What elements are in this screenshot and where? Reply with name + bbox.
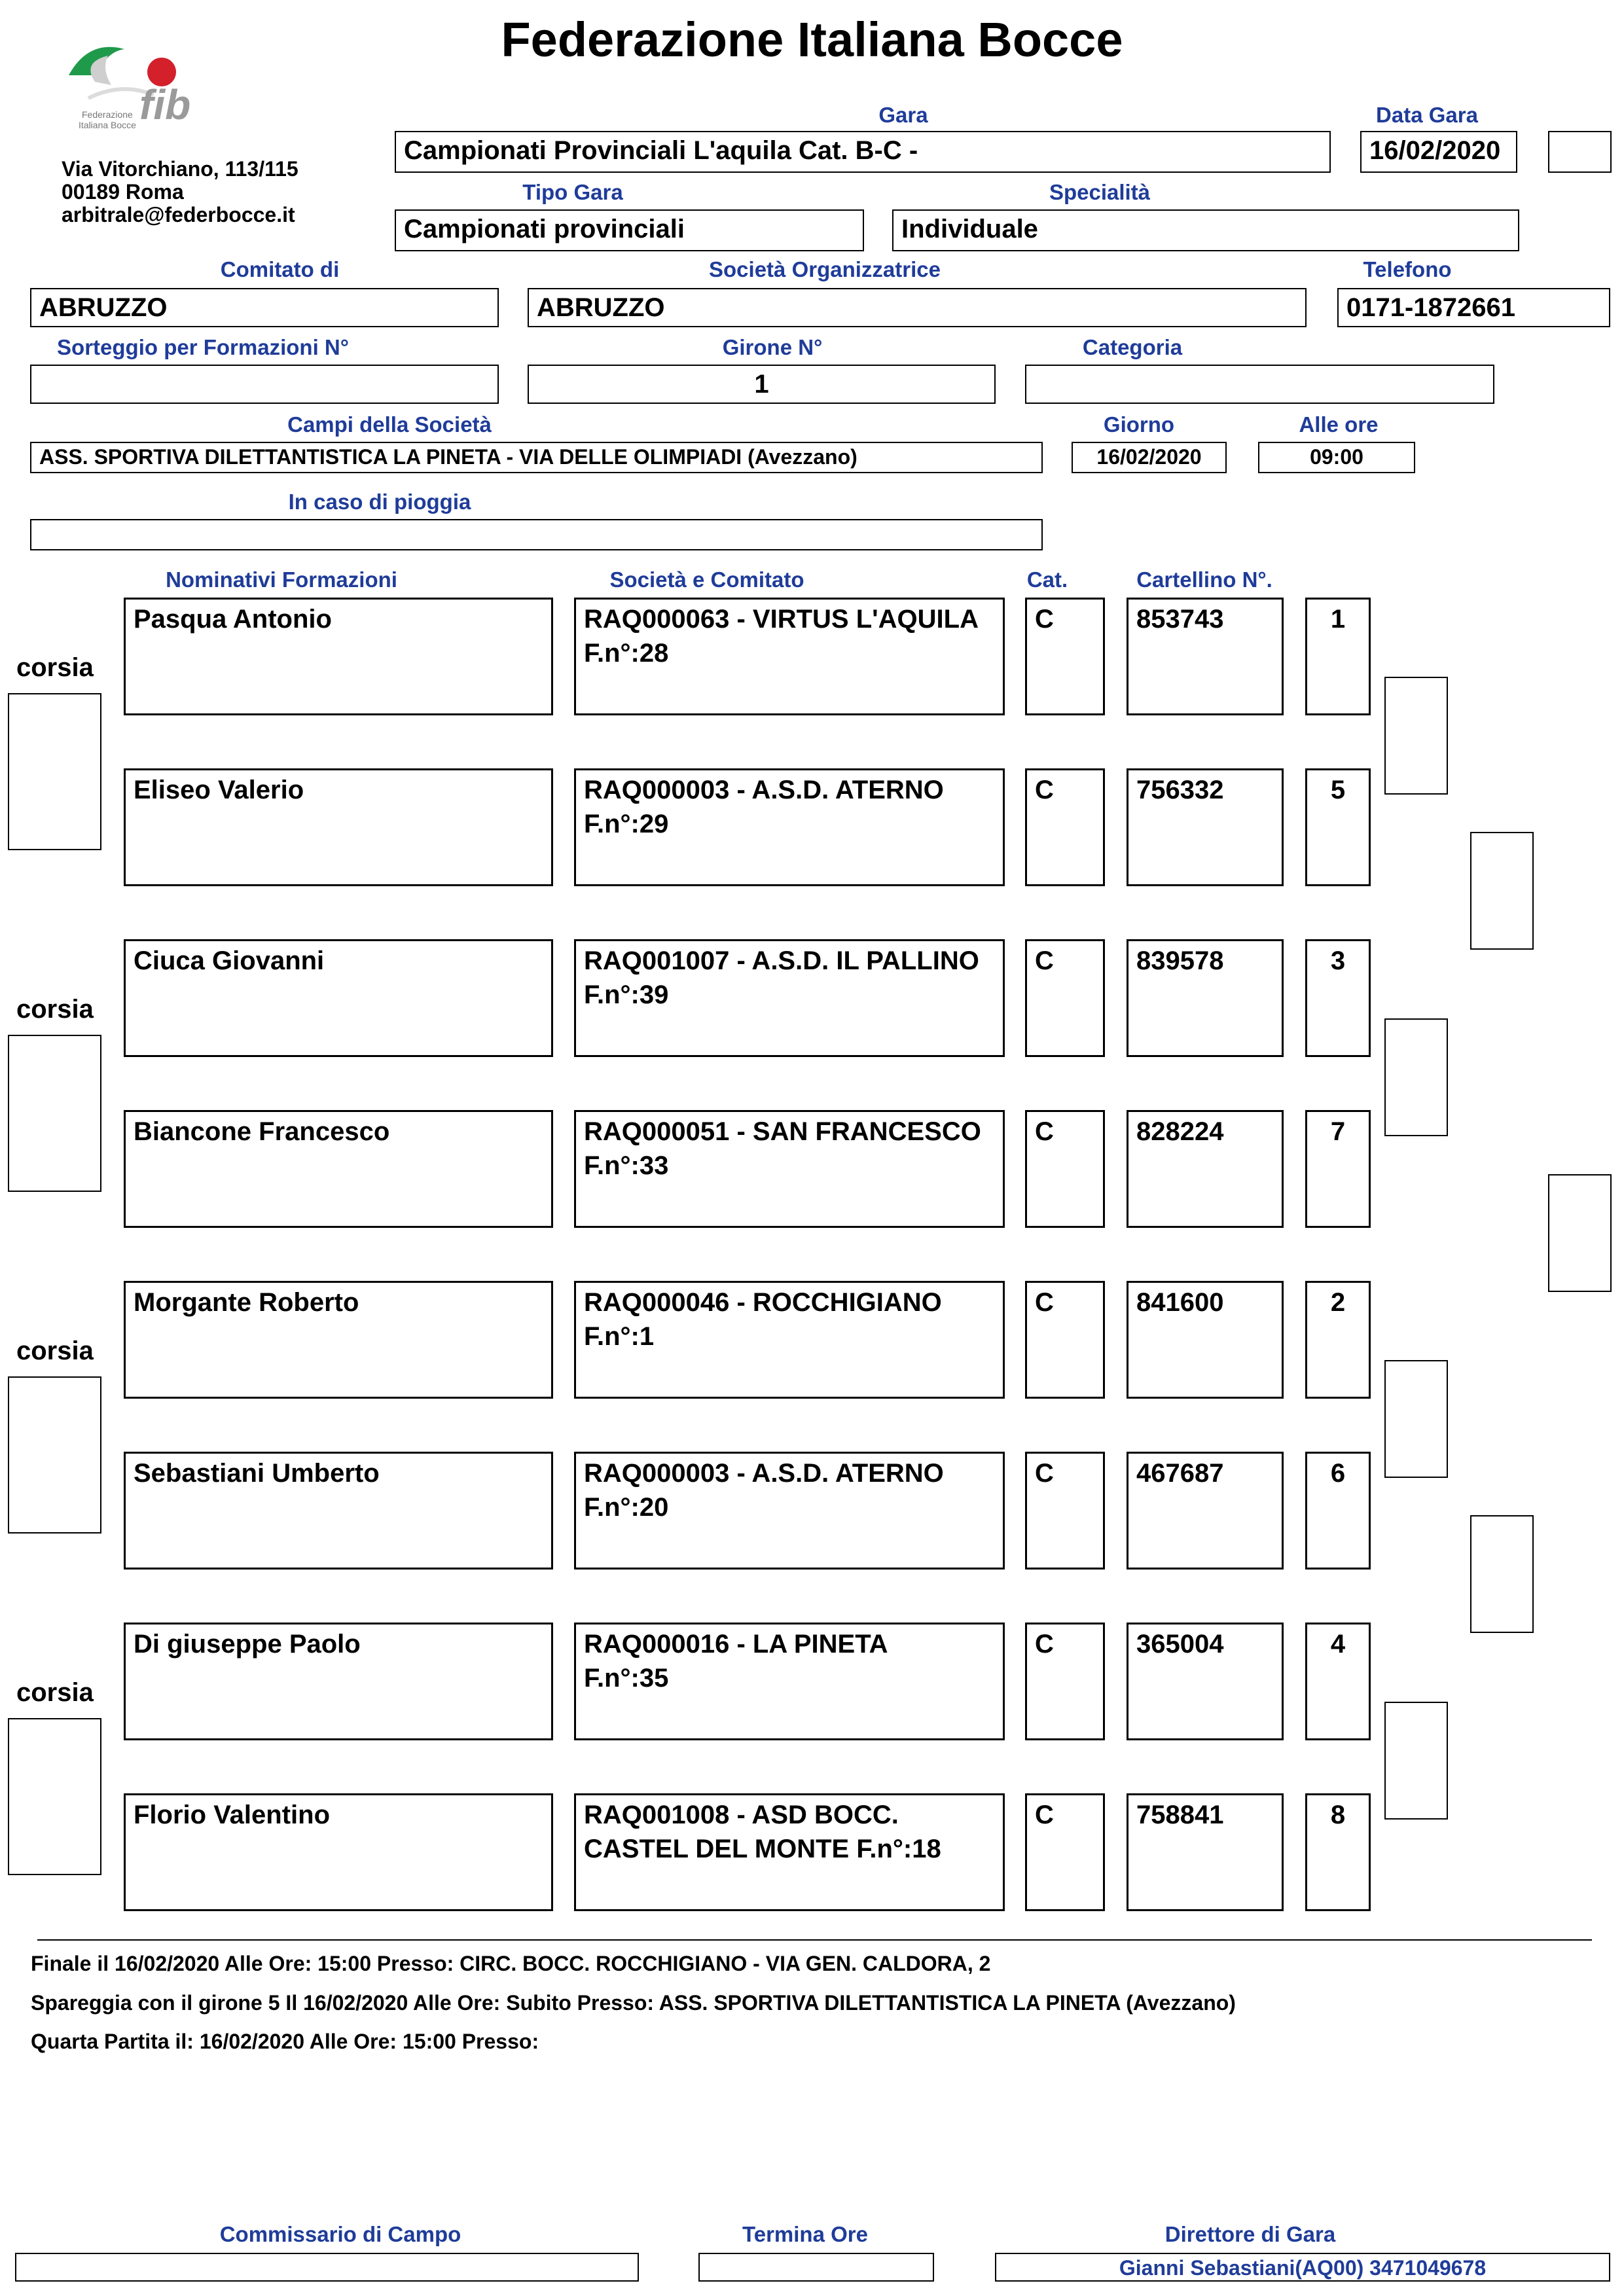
player-name[interactable] (124, 1623, 553, 1740)
player-cat[interactable]: C (1025, 1452, 1105, 1570)
footer-divider (37, 1939, 1592, 1941)
player-club[interactable] (574, 1281, 1005, 1399)
field-tipo-gara[interactable]: Campionati provinciali (395, 209, 864, 251)
bracket-box-level2[interactable] (1470, 832, 1534, 950)
player-name[interactable] (124, 768, 553, 886)
corsia-label: corsia (16, 653, 94, 682)
field-specialita[interactable]: Individuale (892, 209, 1519, 251)
field-gara[interactable]: Campionati Provinciali L'aquila Cat. B-C - (395, 131, 1331, 173)
club-line-1: RAQ000016 - LA PINETA (584, 1630, 888, 1659)
bracket-box-level1[interactable] (1384, 1018, 1448, 1136)
field-sorteggio[interactable] (30, 365, 499, 404)
player-name-text: Florio Valentino (134, 1801, 331, 1829)
player-cat[interactable]: C (1025, 939, 1105, 1057)
label-sorteggio: Sorteggio per Formazioni N° (57, 335, 349, 359)
corsia-label: corsia (16, 1678, 94, 1707)
player-cat[interactable]: C (1025, 768, 1105, 886)
label-termina-ore: Termina Ore (742, 2222, 868, 2246)
player-card-number[interactable]: 828224 (1127, 1110, 1284, 1228)
player-club[interactable] (574, 1623, 1005, 1740)
player-draw-number[interactable]: 3 (1305, 939, 1371, 1057)
club-line-2: F.n°:28 (584, 639, 669, 668)
player-club[interactable] (574, 598, 1005, 715)
club-line-1: RAQ000063 - VIRTUS L'AQUILA (584, 605, 979, 634)
player-cat[interactable]: C (1025, 1281, 1105, 1399)
page-title: Federazione Italiana Bocce (501, 12, 1123, 67)
field-giorno[interactable]: 16/02/2020 (1072, 442, 1227, 473)
player-cat[interactable]: C (1025, 598, 1105, 715)
footer-spareggia: Spareggia con il girone 5 Il 16/02/2020 Alle Ore: Subito Presso: ASS. SPORTIVA DILETTANTISTICA LA PINETA (Avezzano) (31, 1991, 1236, 2015)
corsia-label: corsia (16, 1336, 94, 1365)
club-line-2: F.n°:1 (584, 1322, 655, 1351)
player-card-number[interactable]: 841600 (1127, 1281, 1284, 1399)
address-line-1: Via Vitorchiano, 113/115 (62, 157, 298, 181)
player-club[interactable] (574, 1452, 1005, 1570)
player-name[interactable] (124, 598, 553, 715)
corsia-box[interactable] (8, 1376, 101, 1534)
player-name-text: Sebastiani Umberto (134, 1459, 380, 1488)
field-societa-organizzatrice[interactable]: ABRUZZO (528, 288, 1307, 327)
player-draw-number[interactable]: 1 (1305, 598, 1371, 715)
label-alle-ore: Alle ore (1299, 412, 1379, 437)
club-line-2: F.n°:39 (584, 980, 669, 1009)
field-termina-ore[interactable] (698, 2253, 934, 2282)
field-commissario[interactable] (15, 2253, 639, 2282)
club-line-1: RAQ000003 - A.S.D. ATERNO (584, 1459, 944, 1488)
header-societa-comitato: Società e Comitato (609, 567, 804, 592)
player-card-number[interactable]: 756332 (1127, 768, 1284, 886)
player-draw-number[interactable]: 6 (1305, 1452, 1371, 1570)
corsia-label: corsia (16, 995, 94, 1024)
corsia-box[interactable] (8, 693, 101, 850)
logo-subtext-1: Federazione (82, 109, 133, 120)
field-direttore[interactable]: Gianni Sebastiani(AQ00) 3471049678 (995, 2253, 1610, 2282)
label-giorno: Giorno (1103, 412, 1175, 437)
header-cartellino: Cartellino N°. (1136, 567, 1272, 592)
club-line-2: F.n°:29 (584, 810, 669, 838)
footer-quarta-partita: Quarta Partita il: 16/02/2020 Alle Ore: 15:00 Presso: (31, 2030, 539, 2053)
club-line-2: CASTEL DEL MONTE F.n°:18 (584, 1835, 941, 1863)
club-line-1: RAQ000003 - A.S.D. ATERNO (584, 776, 944, 804)
club-line-1: RAQ001008 - ASD BOCC. (584, 1801, 899, 1829)
bracket-box-level2[interactable] (1470, 1515, 1534, 1633)
club-line-2: F.n°:20 (584, 1493, 669, 1522)
label-tipo-gara: Tipo Gara (522, 180, 623, 204)
label-comitato: Comitato di (220, 257, 340, 281)
field-campi-societa[interactable]: ASS. SPORTIVA DILETTANTISTICA LA PINETA - VIA DELLE OLIMPIADI (Avezzano) (30, 442, 1043, 473)
field-telefono[interactable]: 0171-1872661 (1337, 288, 1610, 327)
field-alle-ore[interactable]: 09:00 (1258, 442, 1415, 473)
label-categoria: Categoria (1082, 335, 1183, 359)
player-name[interactable] (124, 939, 553, 1057)
corsia-box[interactable] (8, 1718, 101, 1875)
bracket-box-final[interactable] (1548, 1174, 1612, 1292)
player-name-text: Morgante Roberto (134, 1288, 359, 1317)
label-commissario: Commissario di Campo (219, 2222, 461, 2246)
label-campi-societa: Campi della Società (287, 412, 492, 437)
player-name-text: Eliseo Valerio (134, 776, 304, 804)
club-line-1: RAQ001007 - A.S.D. IL PALLINO (584, 946, 979, 975)
player-name[interactable] (124, 1110, 553, 1228)
club-line-2: F.n°:35 (584, 1664, 669, 1693)
label-gara: Gara (878, 103, 928, 127)
email-address: arbitrale@federbocce.it (62, 203, 295, 226)
bracket-box-level1[interactable] (1384, 677, 1448, 795)
player-name-text: Ciuca Giovanni (134, 946, 325, 975)
logo-subtext-2: Italiana Bocce (79, 120, 136, 130)
bracket-box-level1[interactable] (1384, 1702, 1448, 1820)
player-club[interactable] (574, 1793, 1005, 1911)
field-pioggia[interactable] (30, 519, 1043, 550)
footer-finale: Finale il 16/02/2020 Alle Ore: 15:00 Presso: CIRC. BOCC. ROCCHIGIANO - VIA GEN. CALDORA, 2 (31, 1952, 991, 1975)
label-girone: Girone N° (722, 335, 823, 359)
player-card-number[interactable]: 467687 (1127, 1452, 1284, 1570)
player-cat[interactable]: C (1025, 1623, 1105, 1740)
player-name[interactable] (124, 1452, 553, 1570)
player-draw-number[interactable]: 5 (1305, 768, 1371, 886)
field-comitato[interactable]: ABRUZZO (30, 288, 499, 327)
player-draw-number[interactable]: 2 (1305, 1281, 1371, 1399)
corsia-box[interactable] (8, 1035, 101, 1192)
player-draw-number[interactable]: 8 (1305, 1793, 1371, 1911)
player-club[interactable] (574, 768, 1005, 886)
player-card-number[interactable]: 839578 (1127, 939, 1284, 1057)
label-telefono: Telefono (1363, 257, 1452, 281)
player-club[interactable] (574, 1110, 1005, 1228)
player-name-text: Pasqua Antonio (134, 605, 332, 634)
address-line-2: 00189 Roma (62, 180, 184, 204)
header-nominativi: Nominativi Formazioni (166, 567, 397, 592)
player-cat[interactable]: C (1025, 1110, 1105, 1228)
label-pioggia: In caso di pioggia (288, 490, 471, 514)
player-name-text: Di giuseppe Paolo (134, 1630, 361, 1659)
bracket-box-level1[interactable] (1384, 1360, 1448, 1478)
label-specialita: Specialità (1049, 180, 1151, 204)
player-draw-number[interactable]: 7 (1305, 1110, 1371, 1228)
field-girone[interactable]: 1 (528, 365, 996, 404)
label-data-gara: Data Gara (1376, 103, 1478, 127)
player-club[interactable] (574, 939, 1005, 1057)
logo-text: fib (139, 81, 191, 128)
player-name[interactable] (124, 1793, 553, 1911)
field-data-gara[interactable]: 16/02/2020 (1360, 131, 1517, 173)
club-line-1: RAQ000051 - SAN FRANCESCO (584, 1117, 981, 1146)
header-cat: Cat. (1026, 567, 1068, 592)
player-name[interactable] (124, 1281, 553, 1399)
player-cat[interactable]: C (1025, 1793, 1105, 1911)
player-card-number[interactable]: 853743 (1127, 598, 1284, 715)
player-card-number[interactable]: 758841 (1127, 1793, 1284, 1911)
field-categoria[interactable] (1025, 365, 1494, 404)
player-draw-number[interactable]: 4 (1305, 1623, 1371, 1740)
club-line-2: F.n°:33 (584, 1151, 669, 1180)
label-direttore: Direttore di Gara (1164, 2222, 1336, 2246)
empty-box-header (1548, 131, 1612, 173)
player-name-text: Biancone Francesco (134, 1117, 390, 1146)
club-line-1: RAQ000046 - ROCCHIGIANO (584, 1288, 942, 1317)
label-societa-organizzatrice: Società Organizzatrice (709, 257, 941, 281)
player-card-number[interactable]: 365004 (1127, 1623, 1284, 1740)
